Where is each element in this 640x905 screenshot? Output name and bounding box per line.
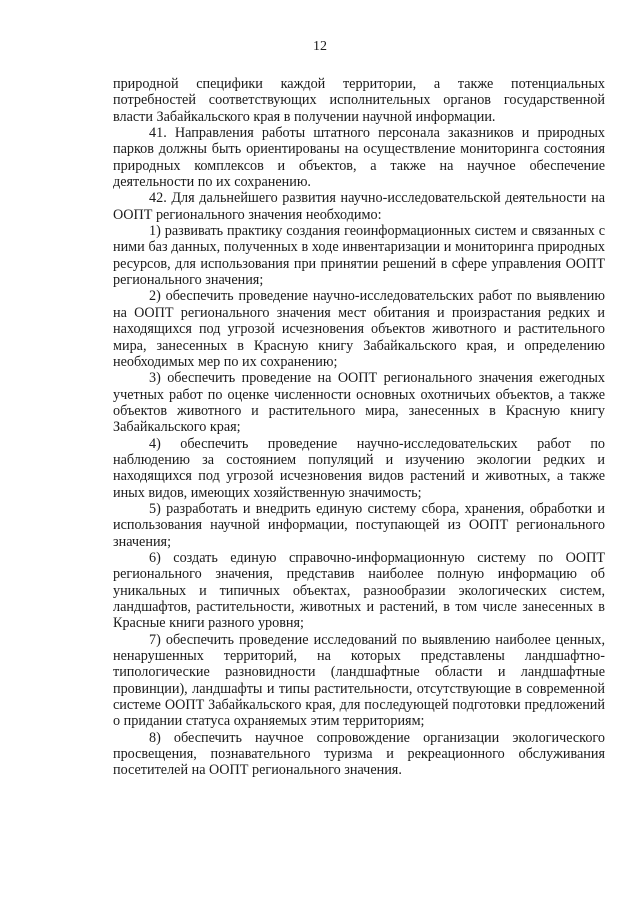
list-item-1: 1) развивать практику создания геоинформационных систем и связанных с ними баз данных, полученных в ходе инвентаризации и мониторинга природных ресурсов, для использования при принятии решений в сфере управления ООПТ регионального значения; xyxy=(113,223,605,289)
page-number: 12 xyxy=(313,39,327,54)
paragraph-continuation: природной специфики каждой территории, а также потенциальных потребностей соответствующих исполнительных органов государственной власти Забайкальского края в получении научной информации. xyxy=(113,76,605,125)
list-item-6: 6) создать единую справочно-информационную систему по ООПТ регионального значения, представив наиболее полную информацию об уникальных и типичных объектах, разнообразии экологических систем, ландшафтов, растительности, животных и растений, в том числе занесенных в Красные книги разного уровня; xyxy=(113,549,605,632)
paragraph-42: 42. Для дальнейшего развития научно-исследовательской деятельности на ООПТ регионального значения необходимо: xyxy=(113,190,605,223)
document-body xyxy=(113,76,605,779)
list-item-4: 4) обеспечить проведение научно-исследовательских работ по наблюдению за состоянием популяций и изучению экологии редких и находящихся под угрозой исчезновения видов растений и животных, а также иных видов, имеющих хозяйственную значимость; xyxy=(113,435,605,501)
paragraph-41: 41. Направления работы штатного персонала заказников и природных парков должны быть ориентированы на осуществление мониторинга состояния природных комплексов и объектов, а также на научное обеспечение деятельности по их сохранению. xyxy=(113,125,605,191)
list-item-5: 5) разработать и внедрить единую систему сбора, хранения, обработки и использования научной информации, поступающей из ООПТ регионального значения; xyxy=(113,500,605,550)
list-item-3: 3) обеспечить проведение на ООПТ регионального значения ежегодных учетных работ по оценке численности основных охотничьих объектов, а также объектов животного и растительного мира, занесенных в Красную книгу Забайкальского края; xyxy=(113,370,605,436)
list-item-8: 8) обеспечить научное сопровождение организации экологического просвещения, познавательного туризма и рекреационного обслуживания посетителей на ООПТ регионального значения. xyxy=(113,729,605,779)
list-item-7: 7) обеспечить проведение исследований по выявлению наиболее ценных, ненарушенных территорий, на которых представлены ландшафтно-типологические разновидности (ландшафтные области и ландшафтные провинции), ландшафты и типы растительности, отсутствующие в современной системе ООПТ Забайкальского края, для последующей подготовки предложений о придании статуса охраняемых этим территориям; xyxy=(113,631,605,730)
list-item-2: 2) обеспечить проведение научно-исследовательских работ по выявлению на ООПТ регионального значения мест обитания и произрастания редких и находящихся под угрозой исчезновения объектов животного и растительного мира, занесенных в Красную книгу Забайкальского края, и определению необходимых мер по их сохранению; xyxy=(113,288,605,370)
